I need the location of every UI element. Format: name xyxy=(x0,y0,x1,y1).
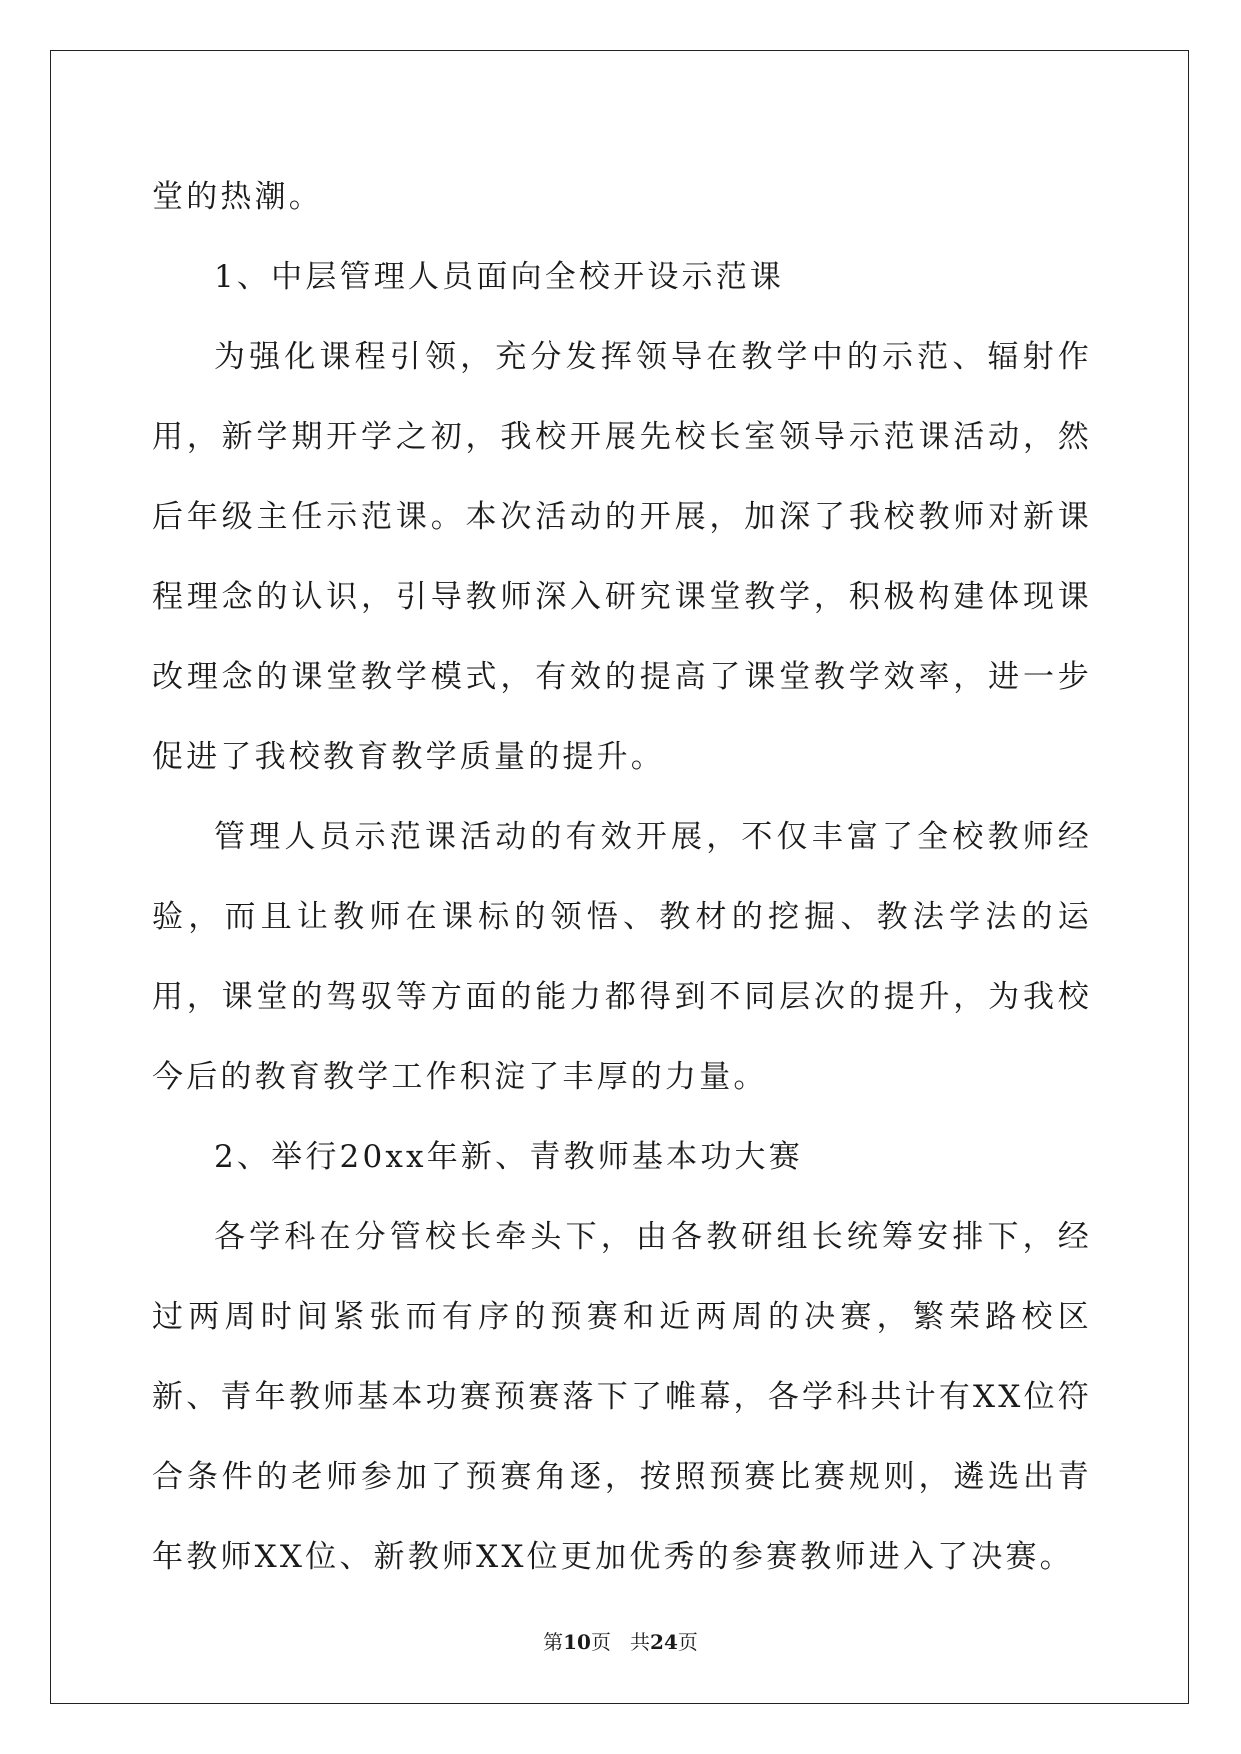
paragraph: 为强化课程引领，充分发挥领导在教学中的示范、辐射作用，新学期开学之初，我校开展先校长室领导示范课活动，然后年级主任示范课。本次活动的开展，加深了我校教师对新课程理念的认识，引导教师深入研究课堂教学，积极构建体现课改理念的课堂教学模式，有效的提高了课堂教学效率，进一步促进了我校教育教学质量的提升。 xyxy=(152,339,1092,775)
section-heading: 2、举行20xx年新、青教师基本功大赛 xyxy=(214,1139,803,1175)
footer-prefix: 第 xyxy=(543,1630,564,1654)
footer-total-prefix: 共 xyxy=(630,1630,651,1654)
paragraph: 各学科在分管校长牵头下，由各教研组长统筹安排下，经过两周时间紧张而有序的预赛和近两周的决赛，繁荣路校区新、青年教师基本功赛预赛落下了帷幕，各学科共计有XX位符合条件的老师参加了预赛角逐，按照预赛比赛规则，遴选出青年教师XX位、新教师XX位更加优秀的参赛教师进入了决赛。 xyxy=(152,1219,1092,1575)
current-page-number: 10 xyxy=(563,1630,591,1654)
footer-page-unit: 页 xyxy=(590,1630,611,1654)
footer-total-unit: 页 xyxy=(677,1630,698,1654)
paragraph: 堂的热潮。 xyxy=(152,179,323,215)
page-footer xyxy=(0,1626,1241,1655)
document-body xyxy=(152,157,1092,1597)
paragraph: 管理人员示范课活动的有效开展，不仅丰富了全校教师经验，而且让教师在课标的领悟、教材的挖掘、教法学法的运用，课堂的驾驭等方面的能力都得到不同层次的提升，为我校今后的教育教学工作积淀了丰厚的力量。 xyxy=(152,819,1092,1095)
total-page-number: 24 xyxy=(650,1630,678,1654)
section-heading: 1、中层管理人员面向全校开设示范课 xyxy=(214,259,785,295)
